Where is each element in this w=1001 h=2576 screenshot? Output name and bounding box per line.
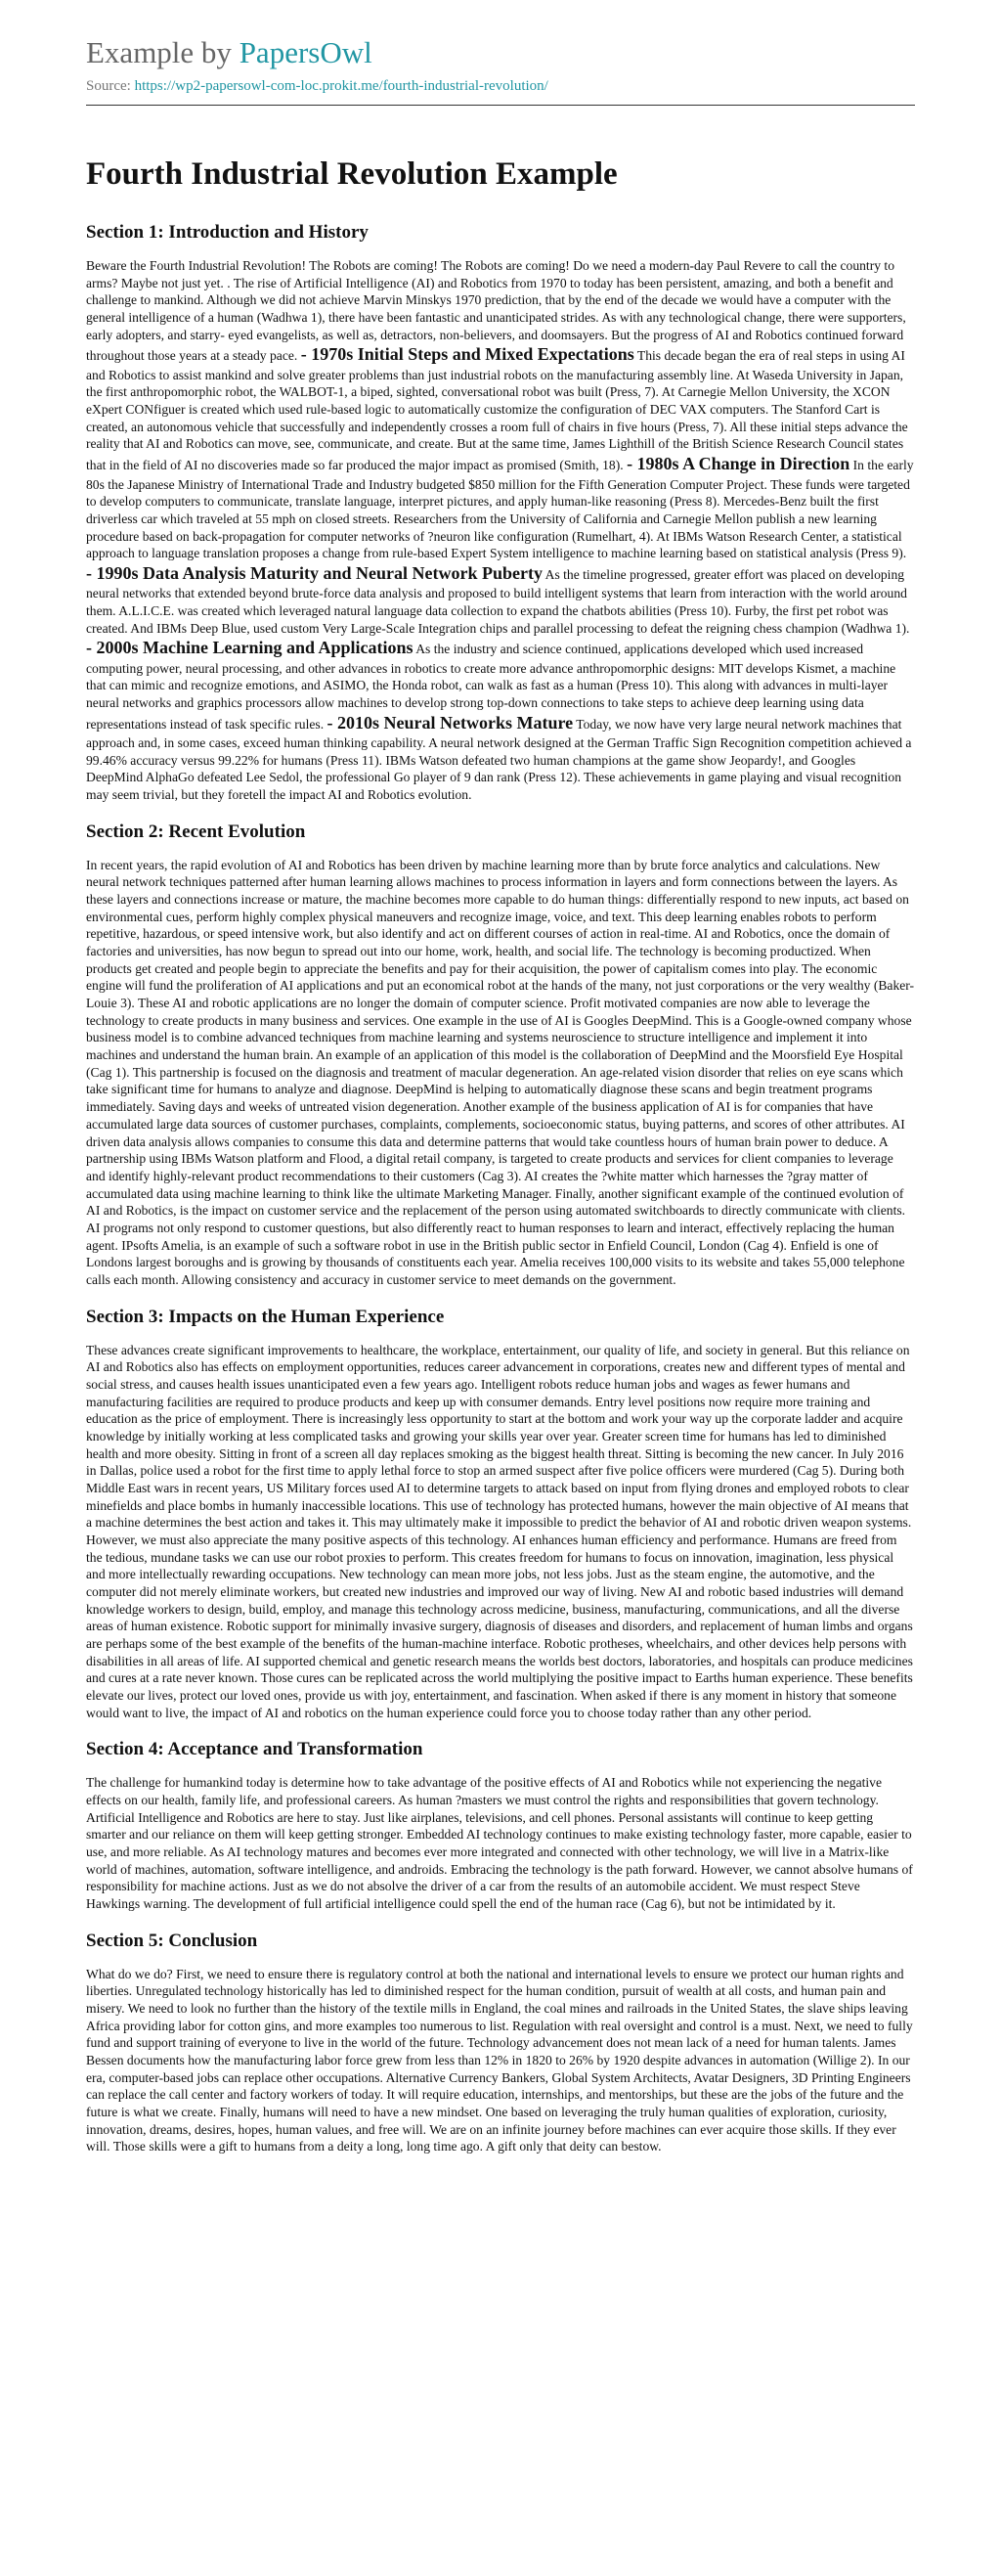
document-body: [86, 222, 915, 2155]
decade-heading: - 1970s Initial Steps and Mixed Expectations: [300, 344, 634, 365]
title-prefix: Example by: [86, 35, 239, 69]
section-heading: Section 1: Introduction and History: [86, 222, 369, 243]
source-line: [86, 78, 915, 95]
site-header: [86, 35, 915, 106]
section-5: [86, 1931, 915, 2155]
decade-heading: - 2010s Neural Networks Mature: [326, 712, 574, 733]
section-heading: Section 5: Conclusion: [86, 1930, 258, 1951]
section-1: [86, 222, 915, 804]
paragraph-text: Today, we now have very large neural network machines that approach and, in some cases, exceed human thinking capability. A neural network designed at the German Traffic Sign Recognition competition achieved a 99.46% accuracy versus 99.22% for humans (Press 11). IBMs Watson defeated two human champions at the game show Jeopardy!, and Googles DeepMind AlphaGo defeated Lee Sedol, the professional Go player of 9 dan rank (Press 12). These achievements in game playing and visual recognition may seem trivial, but they foretell the impact AI and Robotics evolution.: [86, 716, 912, 803]
section-heading: Section 4: Acceptance and Transformation: [86, 1739, 423, 1760]
document-title: Fourth Industrial Revolution Example: [86, 156, 618, 192]
section-paragraph: [86, 257, 915, 804]
decade-heading: - 1990s Data Analysis Maturity and Neural Network Puberty: [86, 562, 543, 583]
decade-heading: - 2000s Machine Learning and Applications: [86, 638, 413, 658]
site-title: [86, 35, 915, 70]
section-paragraph: [86, 857, 915, 1289]
paragraph-text: In recent years, the rapid evolution of AI and Robotics has been driven by machine learning more than by brute force analytics and calculations. New neural network techniques patterned after human learning allows machines to process information in layers and form connections between the layers. As these layers and connections increase or mature, the machine becomes more capable to do human things: differentially respond to new inputs, act based on environmental cues, perform highly complex physical maneuvers and recognize image, voice, and text. This deep learning enables robots to perform repetitive, hazardous, or speed intensive work, but also identify and act on different courses of action in real-time. AI and Robotics, once the domain of factories and universities, has now begun to spread out into our home, work, health, and social life. The technology is becoming productized. When products get created and people begin to appreciate the benefits and pay for their acquisition, the power of capitalism comes into play. The economic engine will fund the proliferation of AI applications and put an economical robot at the hands of the many, not just corporations or the very wealthy (Baker-Louie 3). These AI and robotic applications are no longer the domain of computer science. Profit motivated companies are now able to leverage the technology to create products in many business and services. One example in the use of AI is Googles DeepMind. This is a Google-owned company whose business model is to combine advanced techniques from machine learning and systems neuroscience to structure intelligence and implement it into machines and understand the human brain. An example of an application of this model is the collaboration of DeepMind and the Moorsfield Eye Hospital (Cag 1). This partnership is focused on the diagnosis and treatment of macular degeneration. An age-related vision disorder that relies on eye scans which take significant time for humans to analyze and diagnose. DeepMind is helping to automatically diagnose these scans and begin treatment programs immediately. Saving days and weeks of untreated vision degeneration. Another example of the business application of AI is for companies that have accumulated large data sources of customer purchases, complaints, complements, socioeconomic status, buying patterns, and scores of other attributes. AI driven data analysis allows companies to consume this data and determine patterns that would take countless hours of human brain power to deduce. A partnership using IBMs Watson platform and Flood, a digital retail company, is targeted to create products and services for client companies to leverage and identify highly-relevant product recommendations to their customers (Cag 3). AI creates the ?white matter which harnesses the ?gray matter of accumulated data using machine learning to think like the ultimate Marketing Manager. Finally, another significant example of the continued evolution of AI and Robotics, is the impact on customer service and the replacement of the person using automated switchboards to directly communicate with clients. AI programs not only respond to customer questions, but also differently react to human responses to learn and interact, effectively replacing the human agent. IPsofts Amelia, is an example of such a software robot in use in the British public sector in Enfield Council, London (Cag 4). Enfield is one of Londons largest boroughs and is growing by thousands of constituents each year. Amelia receives 100,000 visits to its website and takes 55,000 telephone calls each month. Allowing consistency and accuracy in customer service to meet demands on the government.: [86, 857, 915, 1287]
source-link[interactable]: https://wp2-papersowl-com-loc.prokit.me/fourth-industrial-revolution/: [134, 78, 548, 94]
source-label: Source:: [86, 78, 135, 94]
section-2: [86, 822, 915, 1289]
paragraph-text: As the timeline progressed, greater effort was placed on developing neural networks that extended beyond brute-force data analysis and proposed to build intelligent systems that learn from interaction with the world around them. A.L.I.C.E. was created which leveraged natural language data collection to expand the chatbots abilities (Press 10). Furby, the first pet robot was created. And IBMs Deep Blue, used custom Very Large-Scale Integration chips and parallel processing to defeat the reigning chess champion (Wadhwa 1).: [86, 566, 910, 636]
paragraph-text: This decade began the era of real steps in using AI and Robotics to assist mankind and solve greater problems than just industrial robots on the manufacturing assembly line. At Waseda University in Japan, the first anthropomorphic robot, the WALBOT-1, a biped, sighted, conversational robot was built (Press, 7). At Carnegie Mellon University, the XCON eXpert CONfiguer is created which used rule-based logic to automatically customize the configuration of DEC VAX computers. The Stanford Cart is created, an autonomous vehicle that successfully and independently crosses a room full of chairs in five hours (Press, 7). All these initial steps advance the reality that AI and Robotics can move, see, communicate, and create. But at the same time, James Lighthill of the British Science Research Council states that in the field of AI no discoveries made so far produced the major impact as promised (Smith, 18).: [86, 348, 908, 473]
section-heading: Section 3: Impacts on the Human Experience: [86, 1306, 445, 1327]
paragraph-text: In the early 80s the Japanese Ministry of International Trade and Industry budgeted $850 million for the Fifth Generation Computer Project. These funds were targeted to develop computers to communicate, translate language, interpret pictures, and apply human-like reasoning (Press 8). Mercedes-Benz built the first driverless car which traveled at 55 mph on closed streets. Researchers from the University of California and Carnegie Mellon publish a new learning procedure based on back-propagation for computer networks of ?neuron like configuration (Rumelhart, 4). At IBMs Watson Research Center, a statistical approach to language translation proposes a change from rule-based Expert System intelligence to machine learning based on statistical analysis (Press 9).: [86, 458, 914, 561]
header-divider: [86, 105, 915, 106]
section-4: [86, 1739, 915, 1912]
paragraph-text: The challenge for humankind today is determine how to take advantage of the positive effects of AI and Robotics while not experiencing the negative effects on our health, family life, and professional careers. As human ?masters we must control the rights and responsibilities that govern technology. Artificial Intelligence and Robotics are here to stay. Just like airplanes, televisions, and cell phones. Personal assistants will continue to keep getting smarter and our reliance on them will keep getting stronger. Embedded AI technology continues to make existing technology faster, more capable, easier to use, and more reliable. As AI technology matures and becomes ever more integrated and connected with other technology, we will live in a Matrix-like world of machines, automation, software intelligence, and androids. Embracing the technology is the path forward. However, we cannot absolve humans of responsibility for machine actions. Just as we do not absolve the driver of a car from the results of an automobile accident. We must respect Steve Hawkings warning. The development of full artificial intelligence could spell the end of the human race (Cag 6), but not be intimidated by it.: [86, 1775, 913, 1912]
section-paragraph: [86, 1342, 915, 1722]
section-paragraph: [86, 1966, 915, 2155]
paragraph-text: Beware the Fourth Industrial Revolution! The Robots are coming! The Robots are coming! Do we need a modern-day Paul Revere to call the country to arms? Maybe not just yet. . The rise of Artificial Intelligence (AI) and Robotics from 1970 to today has been persistent, amazing, and both a benefit and challenge to mankind. Although we did not achieve Marvin Minskys 1970 prediction, that by the end of the decade we would have a computer with the general intelligence of a human (Wadhwa 1), there have been fantastic and unanticipated strides. As with any technological change, there were supporters, early adopters, and starry- eyed evangelists, as well as, detractors, non-believers, and doomsayers. But the progress of AI and Robotics continued forward throughout those years at a steady pace.: [86, 258, 906, 364]
section-heading: Section 2: Recent Evolution: [86, 821, 306, 842]
section-paragraph: [86, 1774, 915, 1912]
section-3: [86, 1307, 915, 1722]
paragraph-text: These advances create significant improvements to healthcare, the workplace, entertainment, our quality of life, and society in general. But this reliance on AI and Robotics also has effects on employment opportunities, reduces career advancement in corporations, creates new and different types of mental and social stress, and causes health issues unanticipated even a few years ago. Intelligent robots reduce human jobs and wages as fewer humans and manufacturing facilities are required to produce products and keep up with consumer demands. Entry level positions now require more training and education as the price of employment. There is increasingly less opportunity to start at the bottom and work your way up the corporate ladder and acquire knowledge by initially working at less complicated tasks and growing your skills year over year. Greater screen time for humans has led to diminished health and more obesity. Sitting in front of a screen all day replaces smoking as the biggest health threat. Sitting is becoming the new cancer. In July 2016 in Dallas, police used a robot for the first time to apply lethal force to stop an armed suspect after five police officers were murdered (Cag 5). During both Middle East wars in recent years, US Military forces used AI to determine targets to attack based on input from flying drones and employed robots to clear minefields and place bombs in humanly inaccessible locations. This use of technology has protected humans, however the main objective of AI means that a machine determines the best action and takes it. This may ultimately make it impossible to predict the behavior of AI and robotic driven weapon systems. However, we must also appreciate the many positive aspects of this technology. AI enhances human efficiency and performance. Humans are freed from the tedious, mundane tasks we can use our robot proxies to perform. This creates freedom for humans to focus on innovation, imagination, less physical and more intellectually rewarding occupations. New technology can mean more jobs, not less jobs. Just as the steam engine, the automotive, and the computer did not merely eliminate workers, but created new industries and improved our way of living. New AI and robotic based industries will demand knowledge workers to design, build, employ, and manage this technology across medicine, business, manufacturing, communications, and all the diverse areas of human existence. Robotic support for minimally invasive surgery, diagnosis of diseases and disorders, and replacement of human limbs and organs are perhaps some of the best example of the benefits of the human-machine interface. Robotic protheses, wheelchairs, and other devices help persons with disabilities in all areas of life. AI supported chemical and genetic research means the worlds best doctors, laboratories, and hospitals can produce medicines and cures at a rate never known. Those cures can be replicated across the world multiplying the positive impact to Earths human experience. These benefits elevate our lives, protect our loved ones, provide us with joy, entertainment, and fascination. When asked if there is any moment in history that someone would want to live, the impact of AI and robotics on the human experience could force you to choose today rather than any other period.: [86, 1342, 913, 1720]
paragraph-text: What do we do? First, we need to ensure there is regulatory control at both the national and international levels to ensure we protect our human rights and liberties. Unregulated technology historically has led to diminished respect for the human condition, pursuit of wealth at all costs, and human pain and misery. We need to look no further than the history of the textile mills in England, the coal mines and railroads in the United States, the slave ships leaving Africa providing labor for cotton gins, and more examples too numerous to list. Regulation with real oversight and control is a must. Next, we need to fully fund and support training of everyone to live in the world of the future. Technology advancement does not mean lack of a need for human talents. James Bessen documents how the manufacturing labor force grew from less than 12% in 1820 to 26% by 1920 despite advances in automation (Willige 2). In our era, computer-based jobs can replace other occupations. Alternative Currency Bankers, Global System Architects, Avatar Designers, 3D Printing Engineers can replace the call center and factory workers of today. It will require education, internships, and mentorships, but these are the jobs of the future and the future is what we create. Finally, humans will need to have a new mindset. One based on leveraging the truly human qualities of exploration, curiosity, innovation, dreams, desires, hopes, human values, and free will. We are on an infinite journey before machines can ever acquire those skills. If they ever will. Those skills were a gift to humans from a deity a long, long time ago. A gift only that deity can bestow.: [86, 1966, 913, 2154]
brand-link[interactable]: PapersOwl: [239, 35, 372, 69]
decade-heading: - 1980s A Change in Direction: [627, 454, 850, 474]
paragraph-text: As the industry and science continued, applications developed which used increased computing power, neural processing, and other advances in robotics to create more advance anthropomorphic designs: MIT develops Kismet, a machine that can mimic and recognize emotions, and ASIMO, the Honda robot, can walk as fast as a human (Press 10). This along with advances in multi-layer neural networks and graphics processors allow machines to develop strong top-down connections to take steps to achieve deep learning using data representations instead of task specific rules.: [86, 642, 896, 732]
